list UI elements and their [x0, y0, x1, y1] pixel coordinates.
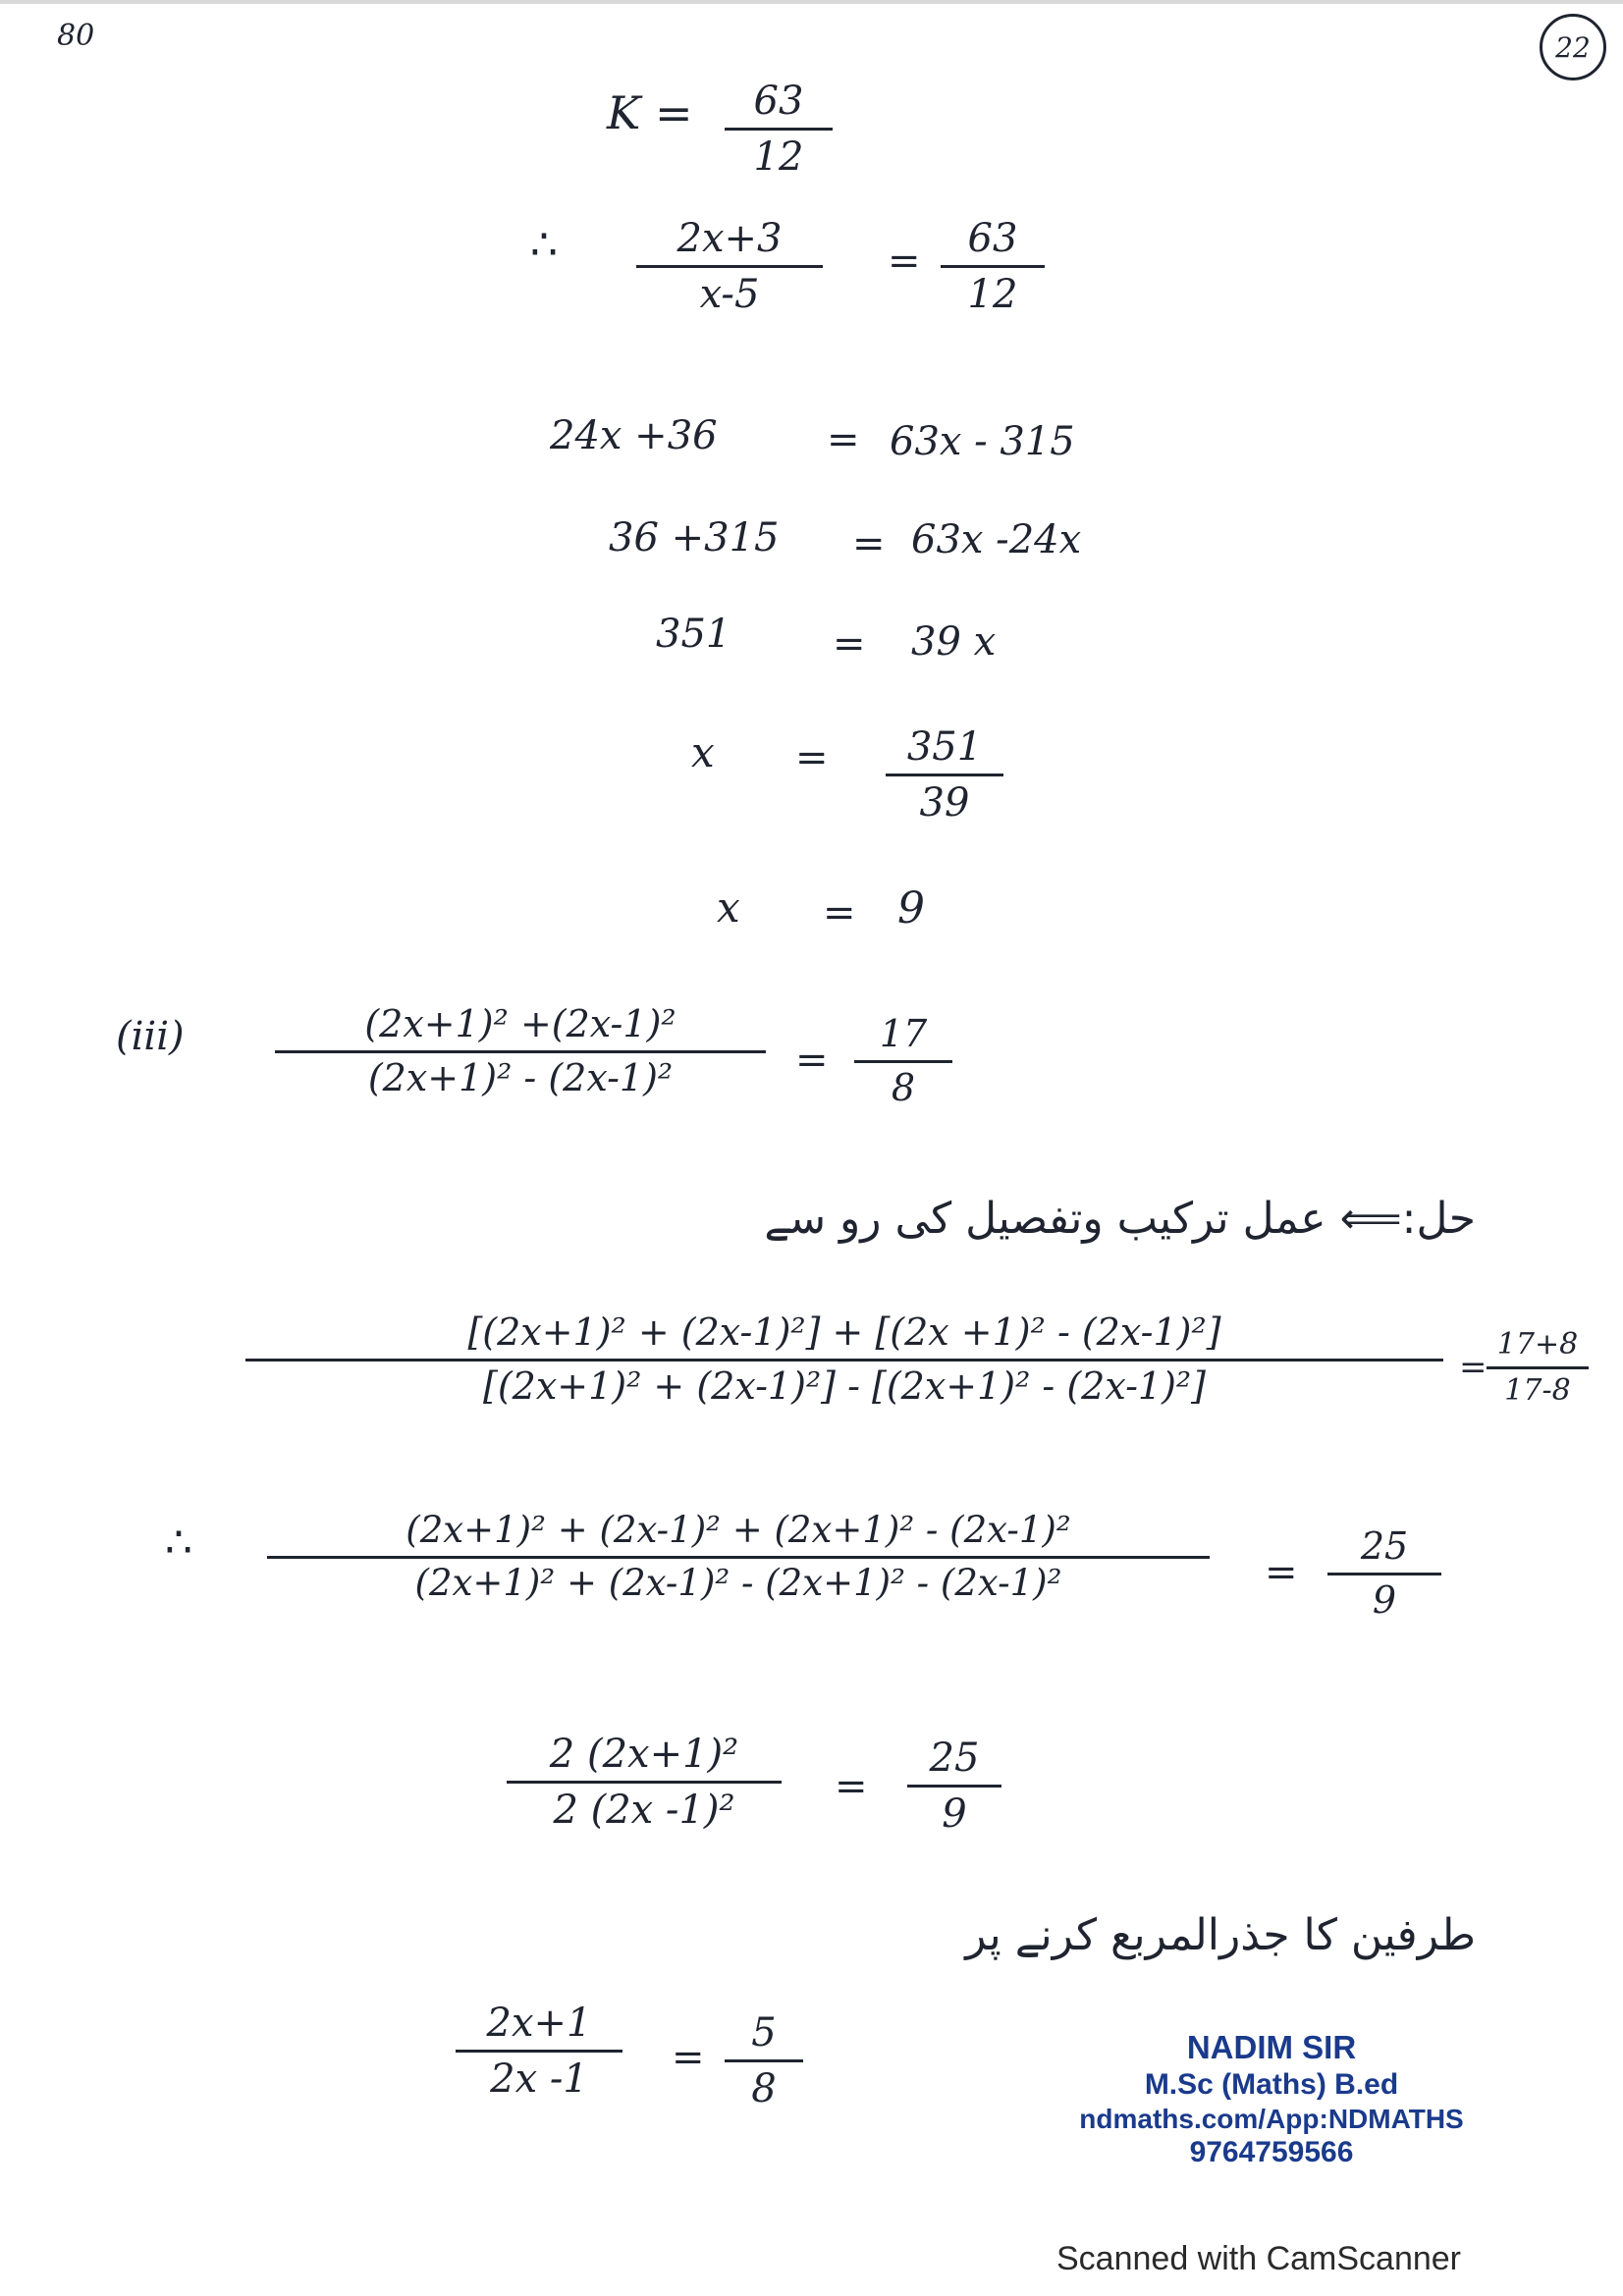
simplified-rhs-numerator: 25: [929, 1735, 980, 1781]
step-5-rhs: 9: [897, 883, 925, 934]
signature-degree: M.Sc (Maths) B.ed: [1144, 2067, 1399, 2101]
corner-number: 80: [57, 19, 95, 53]
step-4-fraction: [886, 726, 1003, 824]
fraction-bar: [1487, 1366, 1589, 1369]
fraction-1: [636, 218, 823, 315]
problem-rhs-denominator: 8: [891, 1065, 916, 1109]
fraction-bar: [507, 1781, 782, 1784]
fraction-1-rhs-numerator: 63: [967, 216, 1018, 261]
k-denominator: 12: [753, 134, 804, 180]
fraction-1-rhs-denominator: 12: [967, 272, 1018, 317]
compound-numerator: [(2x+1)² + (2x-1)²] + [(2x +1)² - (2x-1)²]: [467, 1310, 1221, 1354]
expanded-numerator: (2x+1)² + (2x-1)² + (2x+1)² - (2x-1)²: [406, 1509, 1071, 1551]
compound-rhs-numerator: 17+8: [1496, 1327, 1579, 1362]
expanded-rhs-denominator: 9: [1372, 1577, 1397, 1622]
k-fraction: [725, 80, 833, 178]
simplified-fraction: [507, 1734, 782, 1831]
compound-denominator: [(2x+1)² + (2x-1)²] - [(2x+1)² - (2x-1)²]: [483, 1363, 1206, 1408]
equals-sign: =: [795, 735, 829, 780]
fraction-bar: [854, 1060, 952, 1063]
expanded-fraction: [267, 1509, 1210, 1604]
equals-sign: =: [835, 1764, 868, 1809]
signature-block: [1060, 2028, 1483, 2170]
fraction-bar: [941, 265, 1045, 268]
fraction-bar: [886, 774, 1003, 776]
final-rhs-fraction: [725, 2012, 803, 2109]
fraction-bar: [456, 2050, 622, 2053]
equals-sign: =: [888, 239, 921, 284]
equals-sign: =: [672, 2035, 705, 2080]
urdu-note-square-root: طرفین کا جذرالمربع کرنے پر: [965, 1910, 1476, 1960]
step-3-lhs: 351: [656, 612, 731, 657]
equals-sign: =: [833, 621, 866, 667]
final-rhs-denominator: 8: [751, 2066, 777, 2111]
fraction-bar: [636, 265, 823, 268]
step-2-rhs: 63x -24x: [911, 517, 1082, 562]
equals-sign: =: [1265, 1550, 1298, 1595]
step-1-rhs: 63x - 315: [890, 419, 1075, 464]
equals-sign: =: [795, 1038, 829, 1083]
equals-sign: =: [827, 417, 860, 462]
urdu-note-compound-division: حل:⟸ عمل ترکیب وتفصیل کی رو سے: [764, 1194, 1476, 1244]
step-3-rhs: 39 x: [911, 619, 997, 665]
fraction-bar: [245, 1359, 1443, 1362]
therefore-symbol: ∴: [165, 1518, 192, 1568]
step-4-numerator: 351: [906, 724, 983, 770]
fraction-bar: [725, 128, 833, 131]
step-2-lhs: 36 +315: [609, 515, 780, 561]
equals-sign: =: [823, 890, 856, 935]
fraction-bar: [275, 1050, 766, 1053]
top-rule: [0, 0, 1623, 4]
step-4-lhs: x: [691, 728, 715, 776]
fraction-bar: [907, 1785, 1001, 1788]
problem-fraction: [275, 1002, 766, 1099]
signature-phone: 9764759566: [1189, 2136, 1354, 2169]
equals-sign: =: [852, 521, 886, 566]
simplified-rhs-denominator: 9: [942, 1791, 967, 1837]
final-fraction: [456, 2002, 622, 2100]
expanded-rhs-fraction: [1327, 1524, 1441, 1622]
step-5-lhs: x: [717, 883, 740, 932]
simplified-numerator: 2 (2x+1)²: [549, 1732, 739, 1777]
simplified-rhs-fraction: [907, 1737, 1001, 1835]
k-label: K =: [607, 86, 693, 139]
problem-numerator: (2x+1)² +(2x-1)²: [364, 1002, 676, 1045]
step-4-denominator: 39: [919, 780, 970, 826]
compound-rhs-fraction: [1487, 1329, 1589, 1406]
page-number-badge: [1540, 14, 1606, 80]
step-1-lhs: 24x +36: [550, 413, 718, 458]
fraction-bar: [267, 1556, 1210, 1559]
fraction-1-numerator: 2x+3: [676, 216, 783, 261]
signature-name: NADIM SIR: [1186, 2029, 1357, 2065]
expanded-denominator: (2x+1)² + (2x-1)² - (2x+1)² - (2x-1)²: [414, 1561, 1062, 1604]
final-rhs-numerator: 5: [751, 2010, 777, 2056]
problem-label: (iii): [116, 1014, 185, 1059]
camscanner-watermark: Scanned with CamScanner: [1056, 2240, 1462, 2277]
simplified-denominator: 2 (2x -1)²: [553, 1788, 735, 1833]
k-numerator: 63: [753, 79, 804, 124]
signature-website: ndmaths.com/App:NDMATHS: [1079, 2103, 1464, 2134]
final-denominator: 2x -1: [490, 2056, 588, 2102]
fraction-bar: [725, 2059, 803, 2062]
expanded-rhs-numerator: 25: [1360, 1524, 1409, 1568]
page-number: 22: [1555, 30, 1591, 64]
final-numerator: 2x+1: [486, 2001, 592, 2046]
fraction-1-denominator: x-5: [699, 272, 760, 317]
fraction-1-rhs: [941, 218, 1045, 315]
problem-denominator: (2x+1)² - (2x-1)²: [367, 1055, 674, 1099]
therefore-symbol: ∴: [530, 220, 558, 270]
compound-fraction: [245, 1310, 1443, 1408]
problem-rhs-numerator: 17: [879, 1012, 928, 1055]
problem-rhs-fraction: [854, 1012, 952, 1109]
equals-sign: =: [1459, 1348, 1488, 1387]
fraction-bar: [1327, 1573, 1441, 1575]
compound-rhs-denominator: 17-8: [1504, 1372, 1571, 1408]
